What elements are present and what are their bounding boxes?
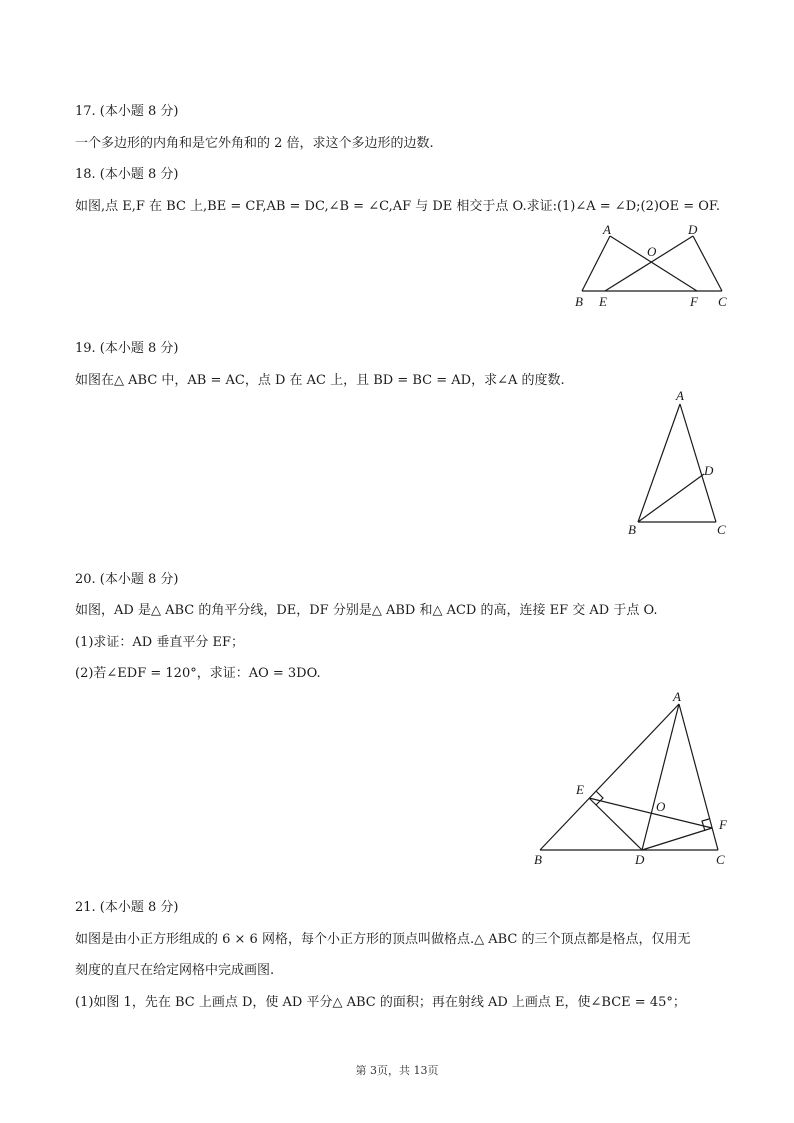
- q19-text: 如图在△ ABC 中，AB = AC，点 D 在 AC 上，且 BD = BC = AD，求∠A 的度数.: [75, 373, 565, 388]
- q19-label-c: C: [717, 522, 726, 537]
- q18-text: 如图,点 E,F 在 BC 上,BE = CF,AB = DC,∠B = ∠C,AF 与 DE 相交于点 O.求证:(1)∠A = ∠D;(2)OE = OF.: [75, 199, 721, 214]
- q19-header: 19. (本小题 8 分): [75, 341, 179, 356]
- q19-seg-ab: [638, 404, 680, 522]
- q18-seg-dc: [693, 236, 722, 291]
- q18-label-e: E: [599, 294, 607, 309]
- q19-label-b: B: [628, 522, 636, 537]
- q18-label-d: D: [688, 222, 698, 237]
- q19-seg-bd: [638, 474, 704, 522]
- q20-label-b: B: [534, 852, 542, 867]
- q20-label-o: O: [656, 799, 666, 814]
- q18-label-c: C: [718, 294, 727, 309]
- q17-header: 17. (本小题 8 分): [75, 104, 179, 119]
- q20-header: 20. (本小题 8 分): [75, 572, 179, 587]
- q20-figure: [525, 688, 740, 873]
- q20-seg-ac: [679, 704, 718, 850]
- q21-text-line2: 刻度的直尺在给定网格中完成画图.: [75, 963, 275, 978]
- q20-part1: (1)求证：AD 垂直平分 EF；: [75, 635, 245, 650]
- q21-part1: (1)如图 1，先在 BC 上画点 D，使 AD 平分△ ABC 的面积；再在射线 AD 上画点 E，使∠BCE = 45°；: [75, 995, 686, 1010]
- q18-label-b: B: [575, 294, 583, 309]
- q20-text: 如图，AD 是△ ABC 的角平分线，DE，DF 分别是△ ABD 和△ ACD 的高，连接 EF 交 AD 于点 O.: [75, 603, 658, 618]
- q20-part2: (2)若∠EDF = 120°，求证：AO = 3DO.: [75, 666, 321, 681]
- q21-header: 21. (本小题 8 分): [75, 900, 179, 915]
- q20-seg-ef: [589, 798, 712, 828]
- q18-label-f: F: [690, 294, 698, 309]
- q20-label-c: C: [716, 852, 725, 867]
- q20-seg-de: [589, 798, 642, 850]
- q20-right-angle-e: [596, 791, 603, 805]
- q18-seg-ab: [582, 236, 610, 291]
- q19-label-d: D: [704, 463, 714, 478]
- q17-text: 一个多边形的内角和是它外角和的 2 倍，求这个多边形的边数.: [75, 136, 434, 151]
- q20-label-d: D: [635, 852, 645, 867]
- q20-label-f: F: [719, 817, 727, 832]
- q21-text-line1: 如图是由小正方形组成的 6 × 6 网格，每个小正方形的顶点叫做格点.△ ABC 的三个顶点都是格点，仅用无: [75, 932, 691, 947]
- q19-figure: [620, 388, 740, 538]
- q18-label-a: A: [603, 222, 611, 237]
- q20-label-a: A: [673, 689, 681, 704]
- q18-figure: [560, 218, 740, 318]
- q20-seg-ab: [540, 704, 679, 850]
- q20-label-e: E: [576, 782, 584, 797]
- q19-label-a: A: [676, 388, 684, 403]
- q20-seg-ad: [642, 704, 679, 850]
- q18-header: 18. (本小题 8 分): [75, 167, 179, 182]
- q18-label-o: O: [647, 244, 657, 259]
- q20-seg-df: [642, 828, 712, 850]
- page-footer: 第 3页，共 13页: [355, 1064, 439, 1077]
